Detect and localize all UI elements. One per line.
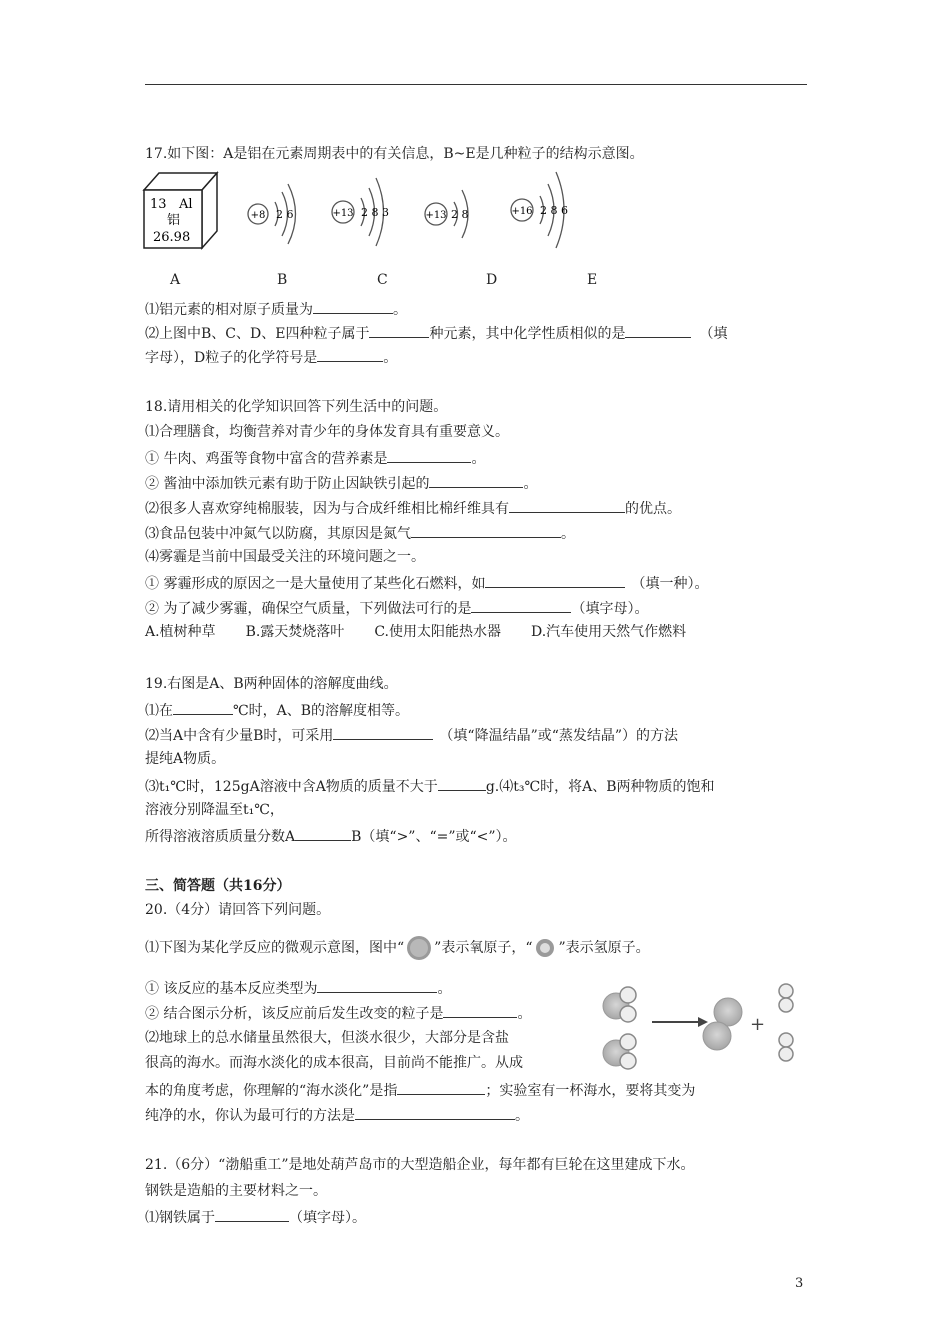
q17-part1-end: 。 bbox=[393, 302, 407, 318]
q18-line3-text: ② 酱油中添加铁元素有助于防止因缺铁引起的 bbox=[145, 476, 430, 492]
answer-blank[interactable] bbox=[443, 1003, 517, 1018]
q18-line7-text: ① 雾霾形成的原因之一是大量使用了某些化石燃料，如 bbox=[145, 576, 486, 592]
q19-line4-text: ⑶t₁℃时，125gA溶液中含A物质的质量不大于 bbox=[145, 779, 438, 795]
q18-line5-end: 。 bbox=[561, 526, 575, 542]
answer-blank[interactable] bbox=[509, 498, 625, 513]
q17-part2-cont bbox=[145, 347, 397, 367]
atom-b-nucleus: +8 bbox=[250, 210, 266, 221]
q20-line1 bbox=[145, 935, 650, 961]
atom-d-nucleus: +13 bbox=[425, 210, 447, 221]
atom-c-nucleus: +13 bbox=[332, 208, 354, 219]
q17-part1 bbox=[145, 299, 407, 319]
answer-blank[interactable] bbox=[317, 347, 383, 362]
header-rule bbox=[145, 84, 807, 85]
answer-blank[interactable] bbox=[471, 598, 571, 613]
q19-line2-end: （填“降温结晶”或“蒸发结晶”）的方法 bbox=[439, 728, 679, 744]
answer-blank[interactable] bbox=[173, 700, 233, 715]
q20-line4: ⑵地球上的总水储量虽然很大，但淡水很少，大部分是含盐 bbox=[145, 1030, 509, 1046]
answer-blank[interactable] bbox=[485, 573, 625, 588]
atom-e-shells: 2 8 6 bbox=[540, 204, 568, 217]
q19-line6-end: B（填“>”、“=”或“<”）。 bbox=[351, 829, 517, 845]
q18-line6: ⑷雾霾是当前中国最受关注的环境问题之一。 bbox=[145, 549, 425, 565]
q18-line5-text: ⑶食品包装中冲氮气以防腐，其原因是氮气 bbox=[145, 526, 411, 542]
answer-blank[interactable] bbox=[317, 978, 437, 993]
q17-part2-end: 。 bbox=[383, 350, 398, 366]
q19-line5: 溶液分别降温至t₁℃， bbox=[145, 802, 284, 818]
answer-blank[interactable] bbox=[333, 725, 433, 740]
answer-blank[interactable] bbox=[397, 1080, 485, 1095]
q20-line7 bbox=[145, 1105, 529, 1125]
hydrogen-atom-icon bbox=[779, 1047, 793, 1061]
answer-blank[interactable] bbox=[313, 299, 393, 314]
atom-diagram-b bbox=[244, 172, 304, 256]
aluminum-element-box bbox=[141, 168, 221, 252]
q20-line7-end: 。 bbox=[515, 1108, 529, 1124]
hydrogen-atom-icon bbox=[534, 937, 556, 959]
q19-line1-text: ⑴在 bbox=[145, 703, 173, 719]
q18-line5 bbox=[145, 523, 575, 543]
q20-line3 bbox=[145, 1003, 531, 1023]
atom-c-shells: 2 8 3 bbox=[361, 206, 389, 219]
answer-blank[interactable] bbox=[625, 323, 691, 338]
q17-part2-tail: （填 bbox=[699, 326, 728, 342]
answer-blank[interactable] bbox=[215, 1207, 289, 1222]
q18-options bbox=[145, 623, 686, 641]
q18-line4 bbox=[145, 498, 681, 518]
option-d[interactable]: D.汽车使用天然气作燃料 bbox=[530, 624, 687, 640]
q18-line7-end: （填一种）。 bbox=[631, 576, 709, 592]
element-mass: 26.98 bbox=[153, 230, 191, 245]
q18-line8-end: （填字母）。 bbox=[571, 601, 649, 617]
hydrogen-atom-icon bbox=[620, 1006, 636, 1022]
q20-line7-text: 纯净的水，你认为最可行的方法是 bbox=[145, 1108, 355, 1124]
q19-title: 19.右图是A、B两种固体的溶解度曲线。 bbox=[145, 676, 398, 692]
label-d: D bbox=[486, 272, 498, 288]
hydrogen-atom-icon bbox=[779, 998, 793, 1012]
answer-blank[interactable] bbox=[387, 448, 471, 463]
q20-line1-mid: ”表示氧原子，“ bbox=[434, 940, 533, 956]
label-e: E bbox=[587, 272, 598, 288]
option-b[interactable]: B.露天焚烧落叶 bbox=[245, 624, 345, 640]
q20-title: 20.（4分）请回答下列问题。 bbox=[145, 902, 331, 918]
hydrogen-atom-icon bbox=[620, 987, 636, 1003]
q20-line2 bbox=[145, 978, 451, 998]
atom-diagram-c bbox=[328, 168, 392, 256]
q17-part2 bbox=[145, 323, 727, 343]
label-a: A bbox=[170, 272, 181, 288]
q19-line1 bbox=[145, 700, 409, 720]
plus-icon: + bbox=[750, 1014, 766, 1035]
atom-b-shells: 2 6 bbox=[276, 208, 294, 221]
q20-line6 bbox=[145, 1080, 695, 1100]
q21-line3-end: （填字母）。 bbox=[289, 1210, 366, 1226]
q20-line6-text: 本的角度考虑，你理解的“海水淡化”是指 bbox=[145, 1083, 398, 1099]
answer-blank[interactable] bbox=[411, 523, 561, 538]
q19-line2 bbox=[145, 725, 678, 745]
q18-line2-end: 。 bbox=[471, 451, 486, 467]
element-symbol: Al bbox=[179, 197, 193, 212]
option-a[interactable]: A.植树种草 bbox=[145, 624, 216, 640]
q18-line2-text: ① 牛肉、鸡蛋等食物中富含的营养素是 bbox=[145, 451, 388, 467]
q19-line4 bbox=[145, 776, 715, 796]
atom-diagram-d bbox=[421, 174, 481, 254]
q20-line1-end: ”表示氢原子。 bbox=[558, 940, 650, 956]
q20-line3-end: 。 bbox=[517, 1006, 532, 1022]
answer-blank[interactable] bbox=[369, 323, 429, 338]
q18-line8-text: ② 为了减少雾霾，确保空气质量，下列做法可行的是 bbox=[145, 601, 472, 617]
atom-e-nucleus: +16 bbox=[511, 206, 533, 217]
hydrogen-atom-icon bbox=[779, 984, 793, 998]
atom-diagram-e bbox=[506, 166, 572, 256]
q20-line3-text: ② 结合图示分析，该反应前后发生改变的粒子是 bbox=[145, 1006, 444, 1022]
answer-blank[interactable] bbox=[429, 473, 523, 488]
q20-line6-end: ；实验室有一杯海水，要将其变为 bbox=[485, 1083, 696, 1099]
element-name: 铝 bbox=[167, 213, 181, 228]
q19-line2-text: ⑵当A中含有少量B时，可采用 bbox=[145, 728, 334, 744]
q19-line3: 提纯A物质。 bbox=[145, 751, 226, 767]
q17-title: 17.如下图：A是铝在元素周期表中的有关信息，B~E是几种粒子的结构示意图。 bbox=[145, 146, 644, 162]
q19-line6 bbox=[145, 826, 517, 846]
q18-line7 bbox=[145, 573, 708, 593]
q18-line2 bbox=[145, 448, 485, 468]
q17-part2-text2: 字母），D粒子的化学符号是 bbox=[145, 350, 318, 366]
option-c[interactable]: C.使用太阳能热水器 bbox=[374, 624, 501, 640]
q18-title: 18.请用相关的化学知识回答下列生活中的问题。 bbox=[145, 399, 448, 415]
q18-line1: ⑴合理膳食，均衡营养对青少年的身体发育具有重要意义。 bbox=[145, 424, 509, 440]
answer-blank[interactable] bbox=[355, 1105, 515, 1120]
atom-d-shells: 2 8 bbox=[451, 208, 469, 221]
q21-line2: 钢铁是造船的主要材料之一。 bbox=[145, 1183, 327, 1199]
answer-blank[interactable] bbox=[438, 776, 486, 791]
q20-line5: 很高的海水。而海水淡化的成本很高，目前尚不能推广。从成 bbox=[145, 1055, 523, 1071]
q18-line3 bbox=[145, 473, 537, 493]
q20-line1-text: ⑴下图为某化学反应的微观示意图，图中“ bbox=[145, 940, 405, 956]
q21-line1: 21.（6分）“渤船重工”是地处葫芦岛市的大型造船企业，每年都有巨轮在这里建成下水。 bbox=[145, 1157, 695, 1173]
q20-line2-text: ① 该反应的基本反应类型为 bbox=[145, 981, 318, 997]
q17-part2-mid: 种元素，其中化学性质相似的是 bbox=[429, 326, 626, 342]
element-number: 13 bbox=[150, 197, 167, 212]
section-title: 三、简答题（共16分） bbox=[145, 878, 291, 894]
label-b: B bbox=[277, 272, 288, 288]
q20-line2-end: 。 bbox=[437, 981, 452, 997]
q18-line3-end: 。 bbox=[523, 476, 538, 492]
oxygen-atom-icon bbox=[406, 935, 432, 961]
hydrogen-atom-icon bbox=[620, 1053, 636, 1069]
hydrogen-atom-icon bbox=[620, 1034, 636, 1050]
hydrogen-atom-icon bbox=[779, 1033, 793, 1047]
q17-part1-text: ⑴铝元素的相对原子质量为 bbox=[145, 302, 313, 318]
page-number: 3 bbox=[795, 1276, 804, 1291]
q18-line8 bbox=[145, 598, 648, 618]
q21-line3-text: ⑴钢铁属于 bbox=[145, 1210, 215, 1226]
q19-line6-text: 所得溶液溶质质量分数A bbox=[145, 829, 296, 845]
answer-blank[interactable] bbox=[295, 826, 351, 841]
q17-part2-text: ⑵上图中B、C、D、E四种粒子属于 bbox=[145, 326, 370, 342]
label-c: C bbox=[377, 272, 388, 288]
reaction-diagram bbox=[598, 976, 804, 1078]
q19-line4-end: g.⑷t₃℃时，将A、B两种物质的饱和 bbox=[485, 779, 715, 795]
q18-line4-text: ⑵很多人喜欢穿纯棉服装，因为与合成纤维相比棉纤维具有 bbox=[145, 501, 509, 517]
q18-line4-end: 的优点。 bbox=[625, 501, 681, 517]
q21-line3 bbox=[145, 1207, 366, 1227]
q19-line1-end: ℃时，A、B的溶解度相等。 bbox=[233, 703, 410, 719]
oxygen-atom-icon bbox=[703, 1022, 731, 1050]
